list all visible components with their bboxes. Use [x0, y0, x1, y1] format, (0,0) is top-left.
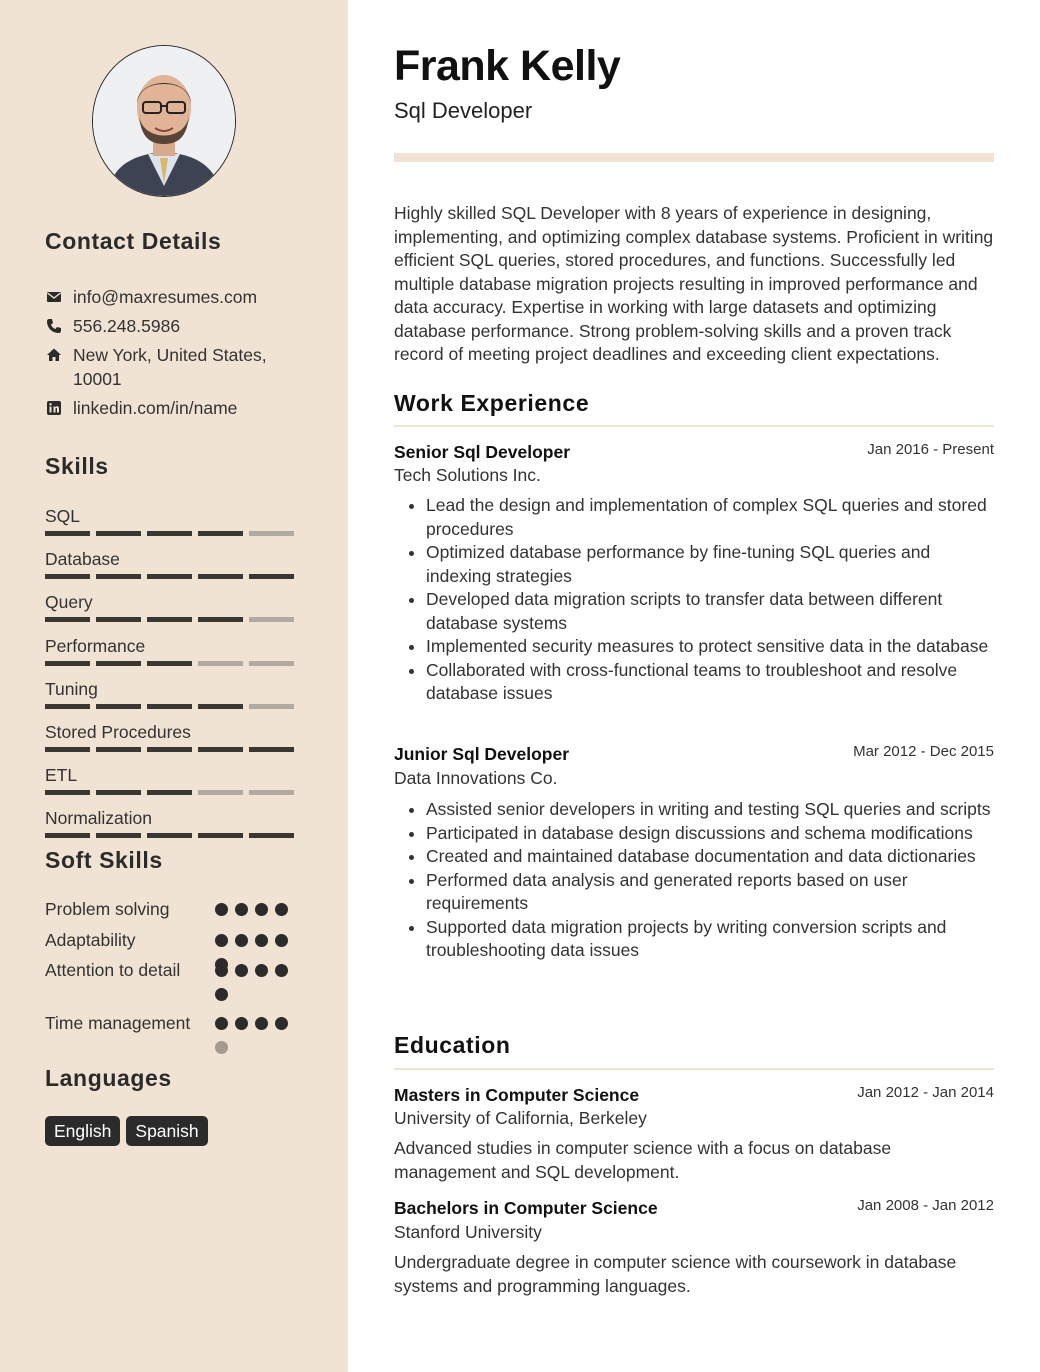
education-divider [394, 1068, 994, 1070]
skill-item [45, 635, 305, 666]
rating-dot [215, 964, 228, 977]
job-title: Junior Sql Developer [394, 744, 570, 764]
skill-level-segment [45, 617, 90, 622]
skill-level-segment [147, 790, 192, 795]
skill-level-bars [45, 617, 305, 622]
skill-level-segment [45, 747, 90, 752]
skill-item [45, 591, 305, 622]
edu-description: Advanced studies in computer science with a focus on database management and SQL development. [394, 1138, 892, 1182]
edu-date: Jan 2012 - Jan 2014 [857, 1084, 994, 1101]
rating-dot [255, 934, 268, 947]
job-company: Data Innovations Co. [394, 768, 558, 788]
main-content [348, 0, 1040, 1372]
edu-degree: Masters in Computer Science [394, 1085, 640, 1105]
experience-divider [394, 425, 994, 427]
skill-item [45, 721, 305, 752]
job-bullet: • Supported data migration projects by writing conversion scripts and troubleshooting data issues [426, 916, 994, 963]
job-bullet: • Participated in database design discussions and schema modifications [426, 822, 994, 846]
phone-icon [45, 314, 63, 338]
skill-level-segment [147, 531, 192, 536]
rating-dot [275, 1017, 288, 1030]
skill-level-segment [45, 790, 90, 795]
skill-level-segment [198, 574, 243, 579]
skill-level-segment [96, 574, 141, 579]
rating-dot [255, 964, 268, 977]
skill-label: ETL [45, 765, 78, 786]
skill-level-segment [96, 833, 141, 838]
job-bullets [394, 798, 994, 963]
skill-label: Normalization [45, 808, 152, 829]
rating-dot [255, 1017, 268, 1030]
job-bullet: • Optimized database performance by fine-tuning SQL queries and indexing strategies [426, 541, 994, 588]
contact-phone[interactable] [45, 314, 303, 338]
rating-dot [215, 934, 228, 947]
skill-label: Stored Procedures [45, 722, 191, 742]
rating-dot [275, 903, 288, 916]
job-bullet: • Collaborated with cross-functional teams to troubleshoot and resolve database issues [426, 659, 994, 706]
skill-level-segment [96, 704, 141, 709]
skill-level-segment [45, 531, 90, 536]
skill-level-segment [147, 617, 192, 622]
skill-label: Query [45, 592, 93, 613]
profile-photo [92, 45, 236, 197]
profile-photo-illustration [93, 46, 235, 196]
job-bullet: • Created and maintained database documentation and data dictionaries [426, 845, 994, 869]
skill-label: Tuning [45, 678, 98, 699]
contact-heading: Contact Details [45, 228, 222, 254]
linkedin-icon [45, 396, 63, 420]
skill-level-bars [45, 531, 305, 536]
candidate-name: Frank Kelly [394, 42, 621, 90]
skill-level-bars [45, 661, 305, 666]
skill-level-segment [198, 704, 243, 709]
job-bullet: • Performed data analysis and generated reports based on user requirements [426, 869, 994, 916]
rating-dot [215, 988, 228, 1001]
skill-level-segment [249, 574, 294, 579]
skill-level-segment [249, 704, 294, 709]
skill-item [45, 764, 305, 795]
edu-school: Stanford University [394, 1222, 542, 1242]
skill-level-segment [45, 704, 90, 709]
skill-level-bars [45, 790, 305, 795]
skill-label: Performance [45, 635, 146, 656]
skill-level-segment [96, 661, 141, 666]
skills-heading: Skills [45, 453, 109, 479]
contact-phone-text: 556.248.5986 [73, 316, 181, 336]
job-bullet: • Assisted senior developers in writing and testing SQL queries and scripts [426, 798, 994, 822]
rating-dot [235, 934, 248, 947]
sidebar [0, 0, 348, 1372]
job-company: Tech Solutions Inc. [394, 465, 541, 485]
skill-level-segment [147, 747, 192, 752]
job-bullets [394, 494, 994, 706]
edu-description: Undergraduate degree in computer science with coursework in database systems and programming languages. [394, 1252, 957, 1296]
header-divider [394, 153, 994, 162]
skill-level-segment [147, 661, 192, 666]
skill-level-segment [249, 833, 294, 838]
contact-address [45, 343, 303, 391]
skill-level-segment [96, 747, 141, 752]
skill-level-segment [198, 661, 243, 666]
language-badge: English [45, 1116, 120, 1146]
edu-degree: Bachelors in Computer Science [394, 1198, 658, 1218]
languages-heading: Languages [45, 1065, 172, 1091]
contact-linkedin[interactable] [45, 396, 303, 420]
experience-heading: Work Experience [394, 390, 590, 416]
skill-level-segment [249, 531, 294, 536]
summary-text: Highly skilled SQL Developer with 8 years of experience in designing, implementing, and optimizing complex database systems. Proficient in writing efficient SQL queries, stored procedures, and functions. Successfully led multiple database migration projects resulting in improved performance and data accuracy. Expertise in working with large datasets and optimizing database performance. Strong problem-solving skills and a proven track record of meeting project deadlines and exceeding client expectations. [394, 203, 994, 364]
envelope-icon [45, 285, 63, 309]
skill-level-segment [198, 790, 243, 795]
edu-school: University of California, Berkeley [394, 1108, 647, 1128]
rating-dot [275, 964, 288, 977]
education-heading: Education [394, 1032, 511, 1058]
rating-dot [255, 903, 268, 916]
soft-skill-label: Attention to detail [45, 960, 181, 980]
rating-dot [275, 934, 288, 947]
skill-level-segment [96, 790, 141, 795]
rating-dot [215, 1017, 228, 1030]
skill-item [45, 678, 305, 709]
skill-level-segment [198, 747, 243, 752]
skill-level-segment [249, 747, 294, 752]
rating-dot [215, 903, 228, 916]
skill-level-segment [96, 531, 141, 536]
skill-level-segment [249, 617, 294, 622]
skill-level-bars [45, 574, 305, 579]
soft-skill-label: Time management [45, 1013, 191, 1033]
contact-email[interactable] [45, 285, 303, 309]
skill-item [45, 505, 305, 536]
soft-skill-label: Adaptability [45, 930, 136, 950]
skill-item [45, 548, 305, 579]
skill-level-segment [249, 661, 294, 666]
languages-list [45, 1116, 208, 1146]
skill-level-bars [45, 704, 305, 709]
skill-level-segment [249, 790, 294, 795]
skill-level-bars [45, 833, 305, 838]
rating-dot [235, 964, 248, 977]
rating-dot [235, 903, 248, 916]
job-bullet: • Implemented security measures to protect sensitive data in the database [426, 635, 994, 659]
skill-level-segment [45, 574, 90, 579]
soft-skills-heading: Soft Skills [45, 847, 163, 873]
skill-level-segment [147, 704, 192, 709]
contact-address-text: New York, United States, 10001 [73, 345, 267, 389]
skill-label: Database [45, 549, 120, 570]
skill-level-segment [198, 617, 243, 622]
edu-date: Jan 2008 - Jan 2012 [857, 1197, 994, 1214]
contact-email-text: info@maxresumes.com [73, 287, 258, 307]
rating-dot [235, 1017, 248, 1030]
contact-linkedin-text: linkedin.com/in/name [73, 398, 238, 418]
skill-level-segment [147, 574, 192, 579]
job-bullet: • Developed data migration scripts to transfer data between different database systems [426, 588, 994, 635]
skill-label: SQL [45, 506, 81, 526]
skill-level-segment [198, 531, 243, 536]
skill-level-segment [45, 661, 90, 666]
home-icon [45, 343, 63, 367]
skill-level-segment [45, 833, 90, 838]
skill-item [45, 807, 305, 838]
job-bullet: • Lead the design and implementation of complex SQL queries and stored procedures [426, 494, 994, 541]
skill-level-segment [147, 833, 192, 838]
job-title: Senior Sql Developer [394, 442, 571, 462]
skill-level-bars [45, 747, 305, 752]
job-date: Jan 2016 - Present [867, 441, 994, 458]
rating-dot [215, 1041, 228, 1054]
skill-level-segment [96, 617, 141, 622]
job-date: Mar 2012 - Dec 2015 [853, 743, 994, 760]
skill-level-segment [198, 833, 243, 838]
soft-skill-label: Problem solving [45, 899, 170, 919]
language-badge: Spanish [126, 1116, 207, 1146]
candidate-role: Sql Developer [394, 98, 533, 123]
